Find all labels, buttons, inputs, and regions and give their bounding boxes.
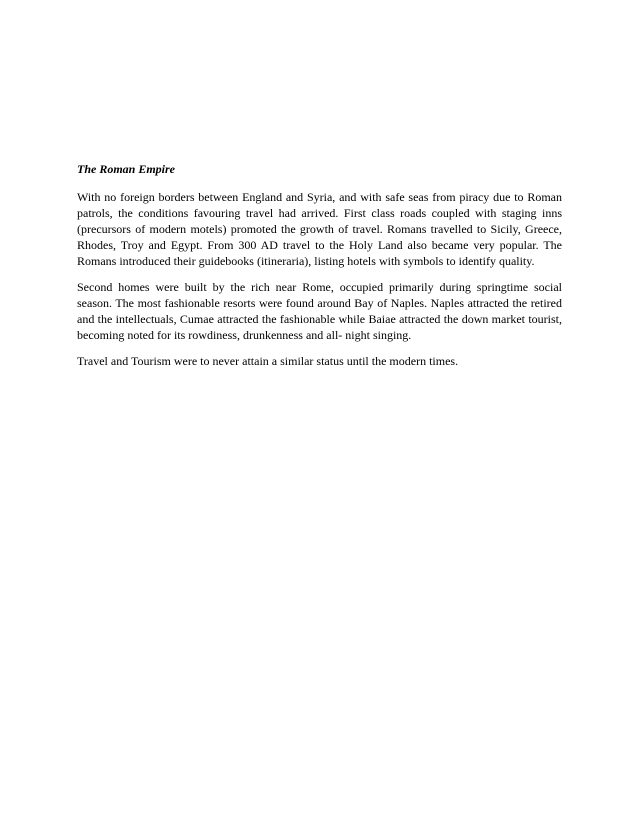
section-heading: The Roman Empire [77,162,176,176]
document-body [77,162,562,379]
paragraph-conclusion: Travel and Tourism were to never attain a similar status until the modern times. [77,354,459,368]
paragraph-roman-travel: With no foreign borders between England and Syria, and with safe seas from piracy due to Roman patrols, the conditions favouring travel had arrived. First class roads coupled with staging inns (precursors of modern motels) promoted the growth of travel. Romans travelled to Sicily, Greece, Rhodes, Troy and Egypt. From 300 AD travel to the Holy Land also became very popular. The Romans introduced their guidebooks (itineraria), listing hotels with symbols to identify quality. [77,190,562,268]
paragraph-second-homes: Second homes were built by the rich near Rome, occupied primarily during springtime social season. The most fashionable resorts were found around Bay of Naples. Naples attracted the retired and the intellectuals, Cumae attracted the fashionable while Baiae attracted the down market tourist, becoming noted for its rowdiness, drunkenness and all- night singing. [77,280,562,342]
